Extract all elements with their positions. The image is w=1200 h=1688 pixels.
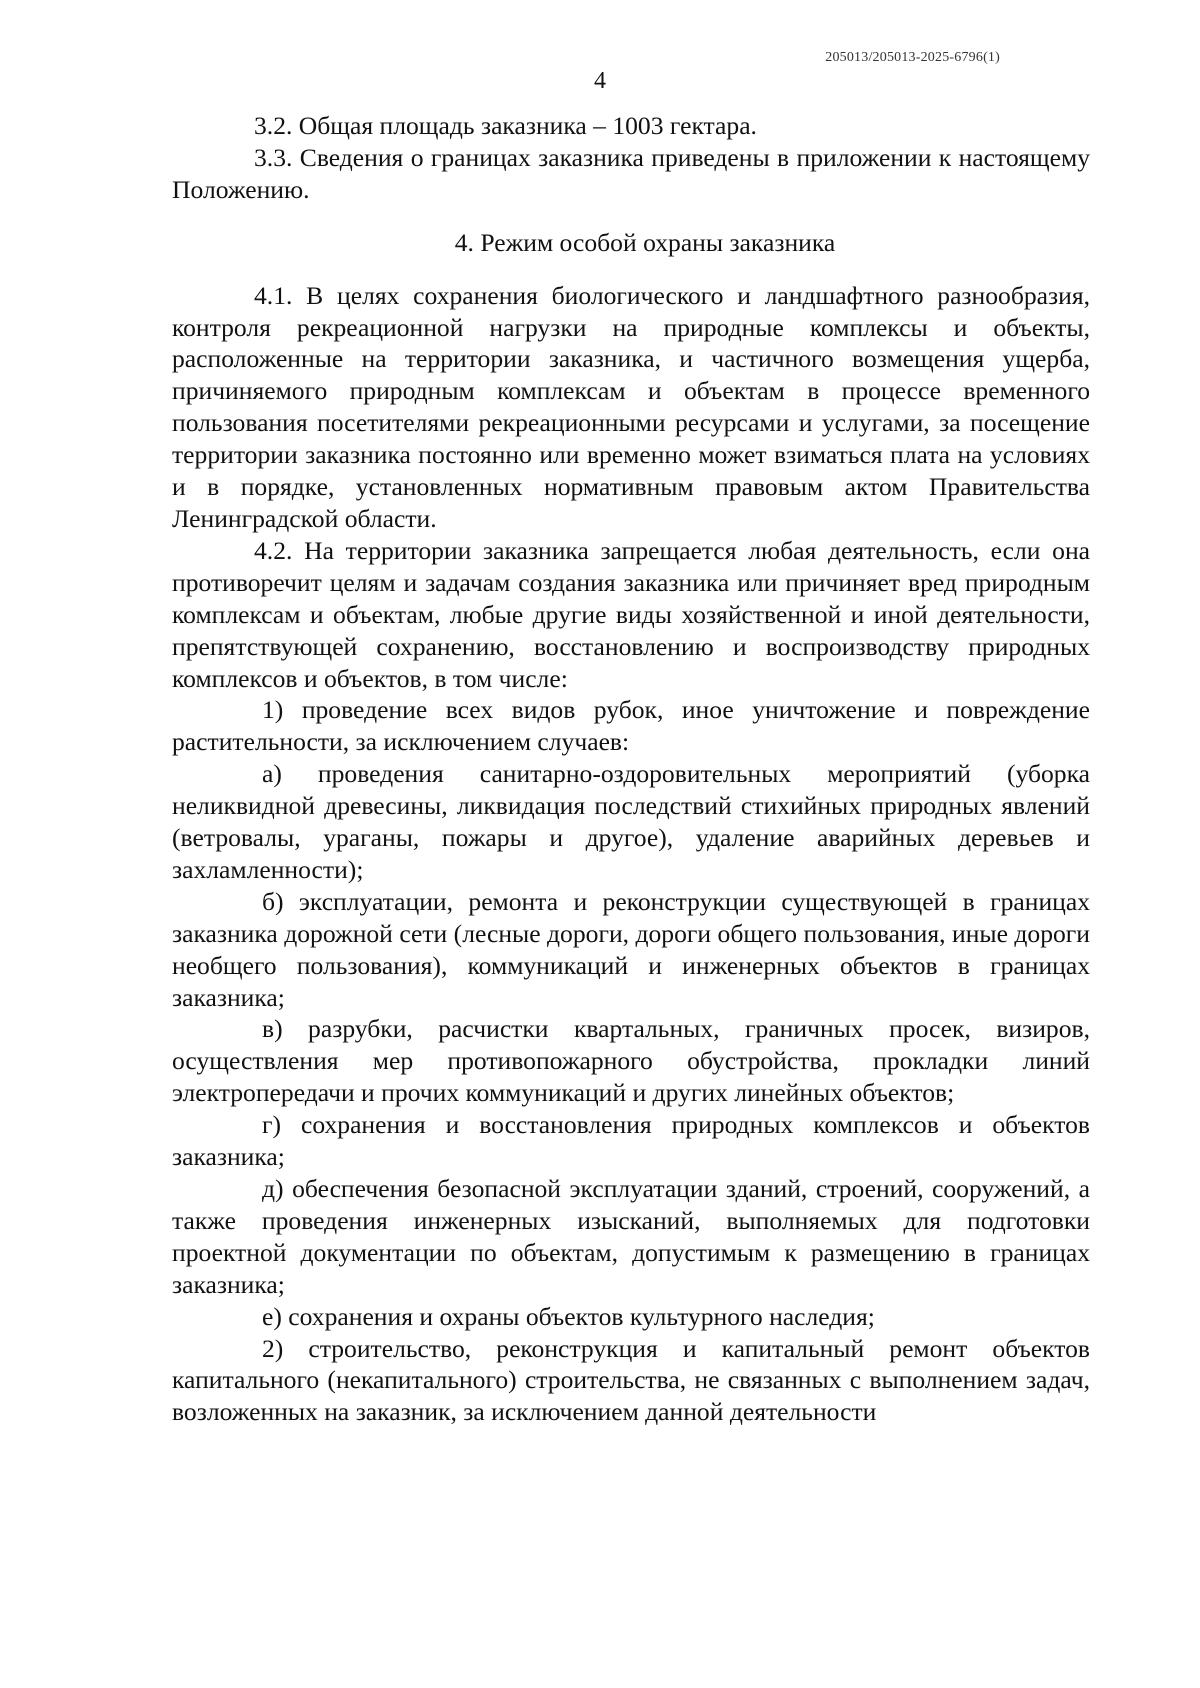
list-item-1d: д) обеспечения безопасной эксплуатации зданий, строений, сооружений, а также проведения инженерных изысканий, выполняемых для подготовки проектной документации по объектам, допустимым к размещению в границах заказника;: [172, 1174, 1090, 1299]
list-item-1b: б) эксплуатации, ремонта и реконструкции существующей в границах заказника дорожной сети (лесные дороги, дороги общего пользования, иные дороги необщего пользования), коммуникаций и инженерных объектов в границах заказника;: [172, 886, 1090, 1012]
list-item-1: 1) проведение всех видов рубок, иное уничтожение и повреждение растительности, за исключением случаев:: [172, 695, 1090, 757]
list-item-1v: в) разрубки, расчистки квартальных, граничных просек, визиров, осуществления мер противопожарного обустройства, прокладки линий электропередачи и прочих коммуникаций и других линейных объектов;: [172, 1014, 1090, 1108]
paragraph-3-3: 3.3. Сведения о границах заказника приведены в приложении к настоящему Положению.: [172, 142, 1090, 204]
list-item-2: 2) строительство, реконструкция и капитальный ремонт объектов капитального (некапитального) строительства, не связанных с выполнением задач, возложенных на заказник, за исключением данной деятельности: [172, 1333, 1090, 1427]
document-body: [172, 110, 1090, 1428]
document-id: 205013/205013-2025-6796(1): [825, 50, 1000, 65]
paragraph-4-1: 4.1. В целях сохранения биологического и ландшафтного разнообразия, контроля рекреационной нагрузки на природные комплексы и объекты, расположенные на территории заказника, и частичного возмещения ущерба, причиняемого природным комплексам и объектам в процессе временного пользования посетителями рекреационными ресурсами и услугами, за посещение территории заказника постоянно или временно может взиматься плата на условиях и в порядке, установленных нормативным правовым актом Правительства Ленинградской области.: [172, 280, 1090, 533]
list-item-1e: е) сохранения и охраны объектов культурного наследия;: [262, 1301, 875, 1331]
page-number: 4: [594, 68, 606, 94]
paragraph-4-2: 4.2. На территории заказника запрещается любая деятельность, если она противоречит целям и задачам создания заказника или причиняет вред природным комплексам и объектам, любые другие виды хозяйственной и иной деятельности, препятствующей сохранению, восстановлению и воспроизводству природных комплексов и объектов, в том числе:: [172, 535, 1090, 693]
list-item-1a: а) проведения санитарно-оздоровительных мероприятий (уборка неликвидной древесины, ликвидация последствий стихийных природных явлений (ветровалы, ураганы, пожары и другое), удаление аварийных деревьев и захламленности);: [172, 759, 1090, 884]
section-heading: 4. Режим особой охраны заказника: [454, 227, 836, 257]
list-item-1g: г) сохранения и восстановления природных комплексов и объектов заказника;: [172, 1110, 1090, 1172]
paragraph-3-2: 3.2. Общая площадь заказника – 1003 гектара.: [254, 111, 757, 140]
